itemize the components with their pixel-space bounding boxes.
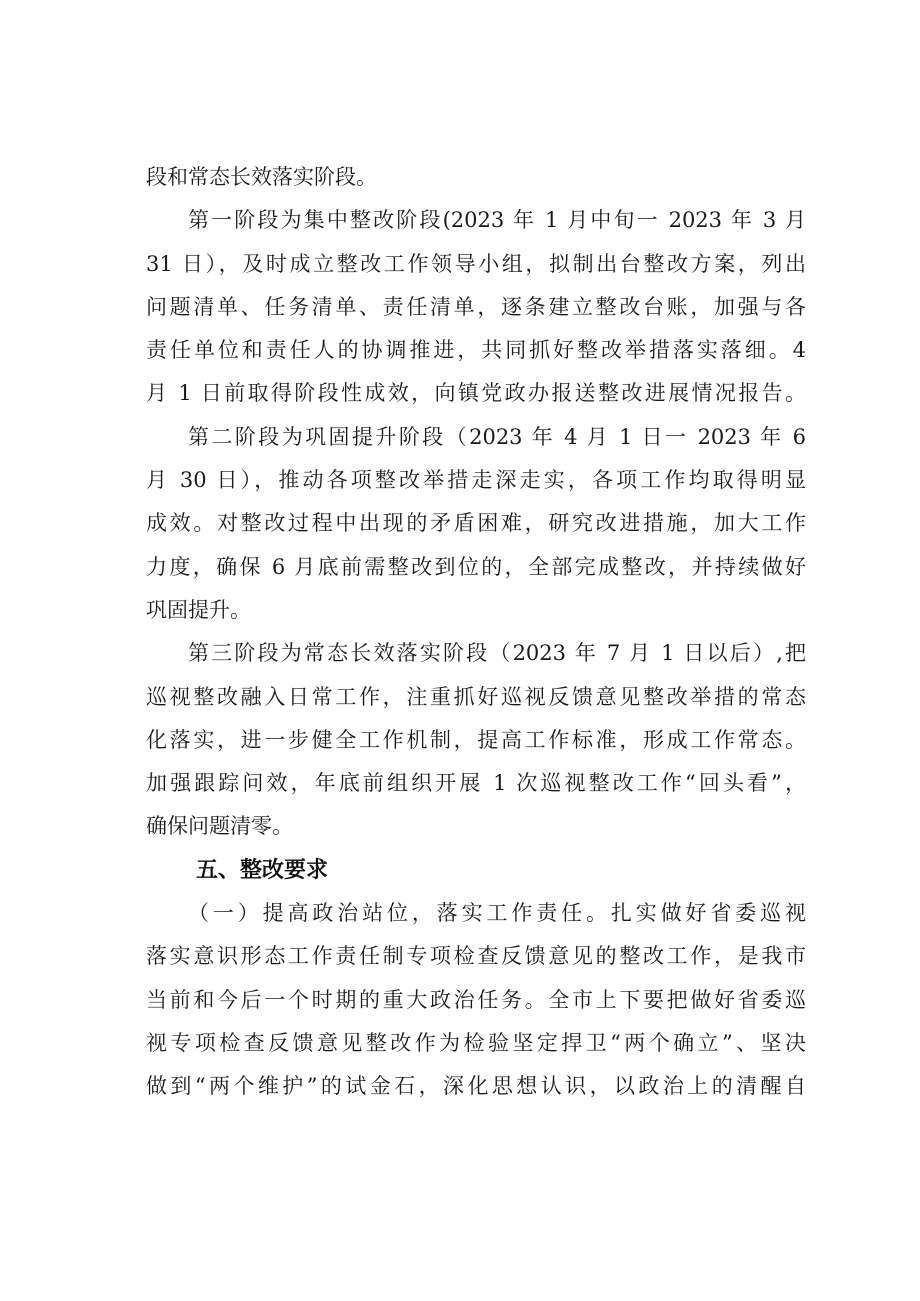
- paragraph-p0: [146, 156, 806, 199]
- text-line: 力度，确保 6 月底前需整改到位的，全部完成整改，并持续做好: [146, 554, 806, 579]
- document-body: [146, 156, 806, 1109]
- text-line: （一）提高政治站位，落实工作责任。扎实做好省委巡视: [188, 901, 806, 926]
- text-line: 责任单位和责任人的协调推进，共同抓好整改举措落实落细。4: [146, 338, 806, 363]
- text-line: 巡视整改融入日常工作，注重抓好巡视反馈意见整改举措的常态: [146, 684, 806, 709]
- text-line: 当前和今后一个时期的重大政治任务。全市上下要把做好省委巡: [146, 987, 806, 1012]
- paragraph-p3: [146, 632, 806, 848]
- paragraph-p1: [146, 199, 806, 415]
- text-line: 31 日），及时成立整改工作领导小组，拟制出台整改方案，列出: [146, 251, 806, 276]
- text-line: 加强跟踪问效，年底前组织开展 1 次巡视整改工作“回头看”，: [146, 771, 806, 796]
- text-line: 段和常态长效落实阶段。: [146, 165, 377, 189]
- heading-text: 五、整改要求: [196, 857, 329, 883]
- text-line: 成效。对整改过程中出现的矛盾困难，研究改进措施，加大工作: [146, 511, 806, 536]
- paragraph-p2: [146, 416, 806, 632]
- text-line: 视专项检查反馈意见整改作为检验坚定捍卫“两个确立”、坚决: [146, 1030, 806, 1055]
- text-line: 月 30 日），推动各项整改举措走深走实，各项工作均取得明显: [146, 468, 806, 493]
- text-line: 第三阶段为常态长效落实阶段（2023 年 7 月 1 日以后）,把: [188, 641, 806, 666]
- text-line: 落实意识形态工作责任制专项检查反馈意见的整改工作，是我市: [146, 944, 806, 969]
- text-line: 做到“两个维护”的试金石，深化思想认识，以政治上的清醒自: [146, 1074, 806, 1099]
- text-line: 化落实，进一步健全工作机制，提高工作标准，形成工作常态。: [146, 727, 806, 752]
- text-line: 月 1 日前取得阶段性成效，向镇党政办报送整改进展情况报告。: [146, 381, 806, 406]
- text-line: 巩固提升。: [146, 597, 251, 622]
- text-line: 第一阶段为集中整改阶段(2023 年 1 月中旬一 2023 年 3 月: [188, 208, 806, 233]
- paragraph-p4: [146, 892, 806, 1108]
- text-line: 问题清单、任务清单、责任清单，逐条建立整改台账，加强与各: [146, 294, 806, 319]
- text-line: 确保问题清零。: [146, 814, 293, 839]
- section-heading: [146, 849, 806, 892]
- text-line: 第二阶段为巩固提升阶段（2023 年 4 月 1 日一 2023 年 6: [188, 424, 806, 449]
